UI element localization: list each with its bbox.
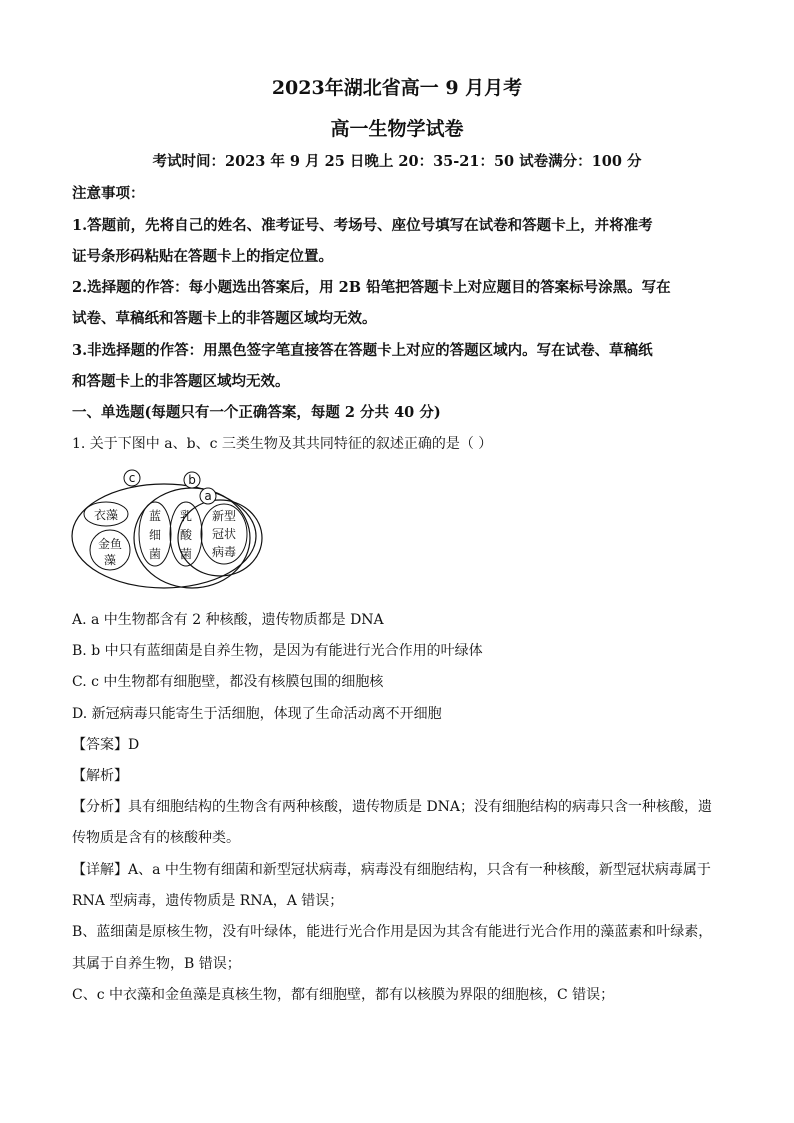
- section-heading: 一、单选题(每题只有一个正确答案，每题 2 分共 40 分): [72, 404, 441, 421]
- notice-line: 试卷、草稿纸和答题卡上的非答题区域均无效。: [72, 310, 377, 327]
- notice-line: 证号条形码粘贴在答题卡上的指定位置。: [72, 248, 333, 265]
- item-jinyu: 金鱼: [97, 537, 123, 551]
- item-suan: 酸: [179, 528, 193, 542]
- item-ru: 乳: [179, 509, 193, 523]
- exam-title: 2023年湖北省高一 9 月月考: [271, 77, 523, 99]
- option-c: C. c 中生物都有细胞壁，都没有核膜包围的细胞核: [72, 674, 384, 690]
- item-guanzhuang: 冠状: [211, 527, 237, 541]
- detail-line: RNA 型病毒，遗传物质是 RNA，A 错误；: [72, 893, 344, 909]
- item-zao: 藻: [103, 553, 117, 567]
- answer-label: 【答案】: [72, 737, 128, 753]
- label-b: b: [188, 473, 196, 487]
- option-b: B. b 中只有蓝细菌是自养生物，是因为有能进行光合作用的叶绿体: [72, 643, 483, 659]
- item-lan: 蓝: [148, 509, 162, 523]
- exam-subtitle: 高一生物学试卷: [330, 118, 464, 140]
- notice-line: 3.非选择题的作答：用黑色签字笔直接答在答题卡上对应的答题区域内。写在试卷、草稿纸: [72, 342, 653, 359]
- question-stem: 1. 关于下图中 a、b、c 三类生物及其共同特征的叙述正确的是（ ）: [72, 436, 493, 452]
- answer-value: D: [128, 737, 140, 753]
- item-jun2: 菌: [179, 547, 193, 561]
- fenxi-line: 传物质是含有的核酸种类。: [72, 830, 240, 846]
- option-a: A. a 中生物都含有 2 种核酸，遗传物质都是 DNA: [72, 612, 384, 628]
- detail-line: C、c 中衣藻和金鱼藻是真核生物，都有细胞壁，都有以核膜为界限的细胞核，C 错误；: [72, 987, 615, 1003]
- item-yizao: 衣藻: [93, 508, 119, 522]
- notice-heading: 注意事项：: [72, 185, 145, 202]
- item-xi: 细: [148, 528, 162, 542]
- detail-line: 其属于自养生物，B 错误；: [72, 956, 241, 972]
- label-a: a: [204, 489, 212, 503]
- fenxi-label: 【分析】: [72, 799, 128, 815]
- item-bingdu: 病毒: [211, 545, 237, 559]
- fenxi-line: 【分析】具有细胞结构的生物含有两种核酸，遗传物质是 DNA；没有细胞结构的病毒只含一种核酸，遗: [72, 799, 713, 815]
- detail-line: 【详解】A、a 中生物有细菌和新型冠状病毒，病毒没有细胞结构，只含有一种核酸，新型冠状病毒属于: [72, 862, 711, 878]
- detail-line: B、蓝细菌是原核生物，没有叶绿体，能进行光合作用是因为其含有能进行光合作用的藻蓝素和叶绿素，: [72, 924, 713, 940]
- venn-diagram: [68, 466, 268, 594]
- answer-line: [72, 734, 732, 754]
- analysis-label: 【解析】: [72, 768, 128, 784]
- notice-line: 和答题卡上的非答题区域均无效。: [72, 373, 290, 390]
- item-xinxing: 新型: [211, 509, 237, 523]
- option-d: D. 新冠病毒只能寄生于活细胞，体现了生命活动离不开细胞: [72, 706, 442, 722]
- label-c: c: [128, 471, 136, 485]
- exam-info: 考试时间：2023 年 9 月 25 日晚上 20：35-21：50 试卷满分：100 分: [152, 153, 642, 170]
- item-jun: 菌: [148, 547, 162, 561]
- notice-line: 2.选择题的作答：每小题选出答案后，用 2B 铅笔把答题卡上对应题目的答案标号涂黑。写在: [72, 279, 671, 296]
- notice-line: 1.答题前，先将自己的姓名、准考证号、考场号、座位号填写在试卷和答题卡上，并将准考: [72, 217, 653, 234]
- detail-label: 【详解】: [72, 862, 128, 878]
